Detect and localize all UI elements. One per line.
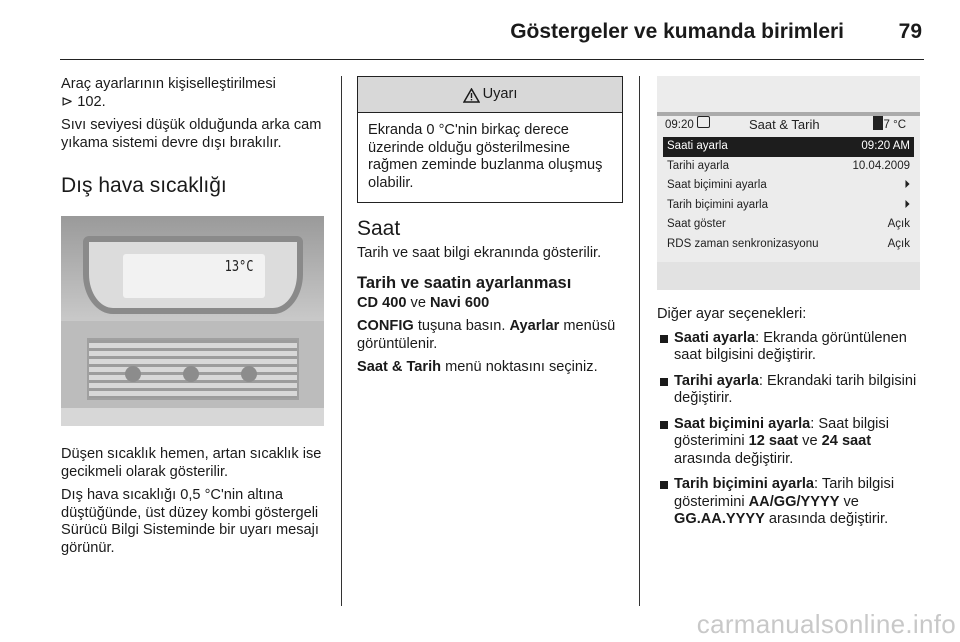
outside-temperature-readout: 13°C (224, 257, 254, 275)
dashboard-illustration (61, 216, 324, 426)
column-divider (639, 76, 640, 606)
page-title: Göstergeler ve kumanda birimleri (510, 20, 844, 43)
column-right (657, 76, 927, 537)
clock-icon (697, 116, 710, 128)
section-heading: Saat (357, 217, 401, 240)
paragraph: Saat & Tarih menü noktasını seçiniz. (357, 359, 598, 375)
menu-item-saat-bicimi[interactable]: Saat biçimini ayarla ⏵ (663, 176, 914, 196)
reference-arrow-icon: ⊳ (61, 93, 74, 110)
arrow-right-icon: ⏵ (904, 198, 910, 211)
options-list (657, 330, 927, 529)
reference-link[interactable]: 102. (77, 93, 106, 110)
watermark: carmanualsonline.info (696, 609, 956, 639)
warning-header (358, 77, 622, 113)
paragraph: CONFIG tuşuna basın. Ayarlar menüsü görüntülenir. (357, 318, 616, 352)
page-header (60, 14, 924, 60)
list-item: Saat biçimini ayarla: Saat bilgisi gösterimini 12 saat ve 24 saat arasında değiştirir. (657, 416, 927, 469)
menu-item-saat-goster[interactable]: Saat göster Açık (667, 218, 910, 230)
menu-item-tarihi-ayarla[interactable]: Tarihi ayarla 10.04.2009 (667, 159, 910, 172)
paragraph: Diğer ayar seçenekleri: (657, 306, 807, 322)
menu-item-rds-sync[interactable]: RDS zaman senkronizasyonu Açık (667, 237, 910, 250)
subsection-heading: Tarih ve saatin ayarlanması (357, 273, 572, 292)
screen-time: 09:20 (665, 119, 694, 131)
settings-screen-illustration (657, 76, 920, 290)
screen-title: Saat & Tarih (749, 117, 820, 132)
paragraph: Dış hava sıcaklığı 0,5 °C'nin altına düştüğünde, üst düzey kombi göstergeli Sürücü Bilgi Sisteminde bir uyarı mesajı görünür. (61, 487, 319, 556)
page-number: 79 (898, 20, 922, 43)
warning-box (357, 76, 623, 203)
warning-text: Ekranda 0 °C'nin birkaç derece üzerinde olduğu gösterilmesine rağmen zeminde buzlanma oluşmuş olabilir. (368, 122, 603, 191)
column-left (61, 76, 327, 563)
warning-triangle-icon (463, 88, 480, 103)
settings-menu (663, 137, 914, 254)
paragraph: Sıvı seviyesi düşük olduğunda arka cam yıkama sistemi devre dışı bırakılır. (61, 117, 322, 151)
paragraph: CD 400 ve Navi 600 (357, 294, 490, 311)
section-heading: Dış hava sıcaklığı (61, 174, 227, 197)
warning-title: Uyarı (482, 85, 518, 102)
list-item: Saati ayarla: Ekranda görüntülenen saat bilgisini değiştirir. (657, 330, 927, 365)
arrow-right-icon: ⏵ (904, 179, 910, 191)
menu-item-tarih-bicimi[interactable]: Tarih biçimini ayarla ⏵ (663, 196, 914, 216)
paragraph: Araç ayarlarının kişiselleştirilmesi ⊳ 102. (61, 76, 276, 110)
paragraph: Düşen sıcaklık hemen, artan sıcaklık ise gecikmeli olarak gösterilir. (61, 446, 322, 480)
list-item: Tarihi ayarla: Ekrandaki tarih bilgisini değiştirir. (657, 373, 927, 408)
list-item: Tarih biçimini ayarla: Tarih bilgisi gösterimini AA/GG/YYYY ve GG.AA.YYYY arasında değiştirir. (657, 476, 927, 529)
menu-item-saati-ayarla[interactable]: Saati ayarla 09:20 AM (663, 137, 914, 157)
paragraph: Tarih ve saat bilgi ekranında gösterilir. (357, 245, 602, 261)
screen-temperature: 17 °C (877, 119, 906, 131)
column-divider (341, 76, 342, 606)
column-middle (357, 76, 627, 383)
